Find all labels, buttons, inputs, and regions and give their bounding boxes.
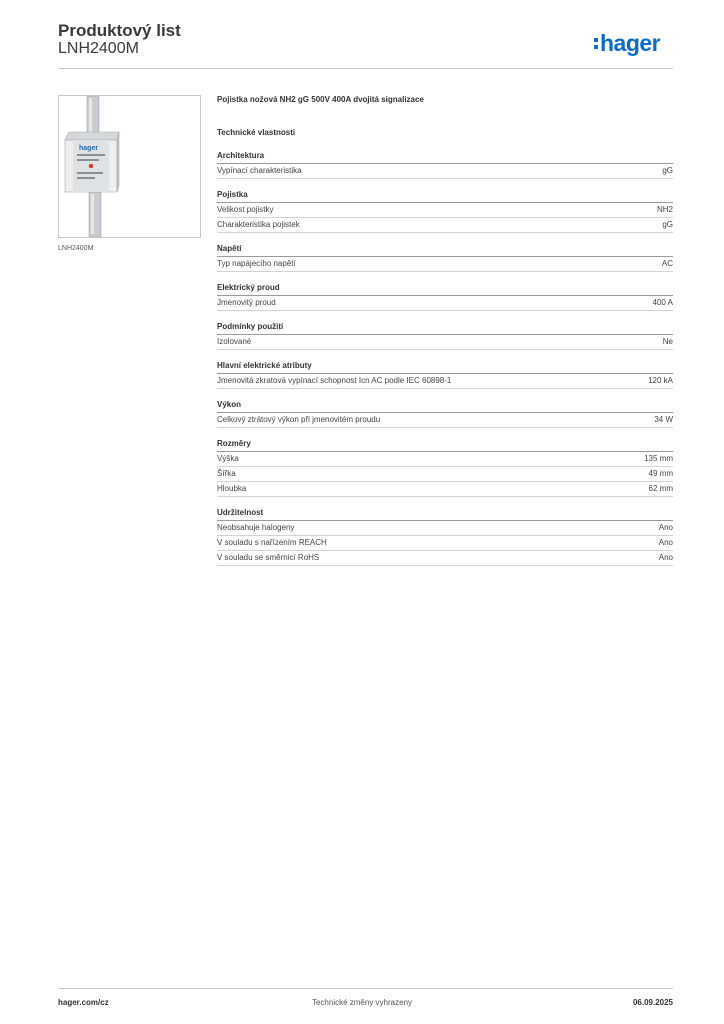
section-elektricky-proud	[217, 281, 673, 311]
spec-row	[217, 203, 673, 218]
spec-value: gG	[662, 220, 673, 229]
spec-row	[217, 413, 673, 428]
spec-label: Velikost pojistky	[217, 205, 274, 214]
spec-label: Šířka	[217, 469, 236, 478]
section-title: Elektrický proud	[217, 281, 673, 296]
spec-row	[217, 218, 673, 233]
spec-value: gG	[662, 166, 673, 175]
footer-divider	[58, 988, 673, 989]
spec-value: 120 kA	[648, 376, 673, 385]
spec-label: Typ napájecího napětí	[217, 259, 296, 268]
spec-row	[217, 551, 673, 566]
spec-label: Neobsahuje halogeny	[217, 523, 295, 532]
spec-row	[217, 521, 673, 536]
section-napeti	[217, 242, 673, 272]
footer-website-link[interactable]: hager.com/cz	[58, 998, 109, 1007]
section-pojistka	[217, 188, 673, 233]
spec-row	[217, 374, 673, 389]
page-title: Produktový list	[58, 21, 181, 40]
spec-value: Ano	[658, 553, 673, 562]
section-vykon	[217, 398, 673, 428]
spec-value: 34 W	[654, 415, 673, 424]
section-title: Podmínky použití	[217, 320, 673, 335]
spec-label: Hloubka	[217, 484, 247, 493]
tech-properties-heading: Technické vlastnosti	[217, 128, 296, 137]
spec-value: 62 mm	[648, 484, 673, 493]
section-title: Napětí	[217, 242, 673, 257]
section-podminky-pouziti	[217, 320, 673, 350]
spec-value: Ne	[662, 337, 673, 346]
spec-value: 135 mm	[644, 454, 673, 463]
spec-row	[217, 452, 673, 467]
svg-text:hager: hager	[79, 145, 99, 152]
section-title: Rozměry	[217, 437, 673, 452]
spec-label: Izolované	[217, 337, 252, 346]
spec-value: NH2	[656, 205, 673, 214]
spec-row	[217, 467, 673, 482]
spec-label: V souladu se směrnicí RoHS	[217, 553, 320, 562]
spec-label: Jmenovitý proud	[217, 298, 276, 307]
section-title: Architektura	[217, 149, 673, 164]
section-title: Výkon	[217, 398, 673, 413]
page-subtitle: LNH2400M	[58, 40, 139, 57]
spec-row	[217, 257, 673, 272]
spec-row	[217, 296, 673, 311]
section-title: Hlavní elektrické atributy	[217, 359, 673, 374]
spec-value: Ano	[658, 538, 673, 547]
spec-row	[217, 164, 673, 179]
spec-label: Vypínací charakteristika	[217, 166, 302, 175]
product-details	[217, 92, 673, 566]
footer-disclaimer: Technické změny vyhrazeny	[311, 998, 413, 1007]
spec-label: V souladu s nařízením REACH	[217, 538, 327, 547]
spec-value: AC	[661, 259, 673, 268]
spec-label: Charakteristika pojistek	[217, 220, 300, 229]
logo-text: hager	[600, 30, 661, 56]
image-caption: LNH2400M	[58, 245, 94, 252]
product-description: Pojistka nožová NH2 gG 500V 400A dvojitá signalizace	[217, 95, 424, 104]
spec-value: 49 mm	[648, 469, 673, 478]
header-divider	[58, 68, 673, 69]
spec-row	[217, 335, 673, 350]
spec-row	[217, 482, 673, 497]
spec-row	[217, 536, 673, 551]
logo-dots-icon	[594, 38, 598, 49]
section-udrzitelnost	[217, 506, 673, 566]
spec-label: Celkový ztrátový výkon při jmenovitém proudu	[217, 415, 381, 424]
section-rozmery	[217, 437, 673, 497]
spec-label: Jmenovitá zkratová vypínací schopnost Icn AC podle IEC 60898-1	[217, 376, 452, 385]
hager-logo	[594, 30, 660, 56]
spec-value: Ano	[658, 523, 673, 532]
spec-label: Výška	[217, 454, 239, 463]
section-title: Udržitelnost	[217, 506, 673, 521]
product-image	[58, 95, 201, 238]
section-title: Pojistka	[217, 188, 673, 203]
section-architektura	[217, 149, 673, 179]
spec-value: 400 A	[652, 298, 673, 307]
fuse-image-icon	[59, 96, 200, 237]
section-hlavni-elektricke-atributy	[217, 359, 673, 389]
footer-date: 06.09.2025	[632, 998, 673, 1007]
